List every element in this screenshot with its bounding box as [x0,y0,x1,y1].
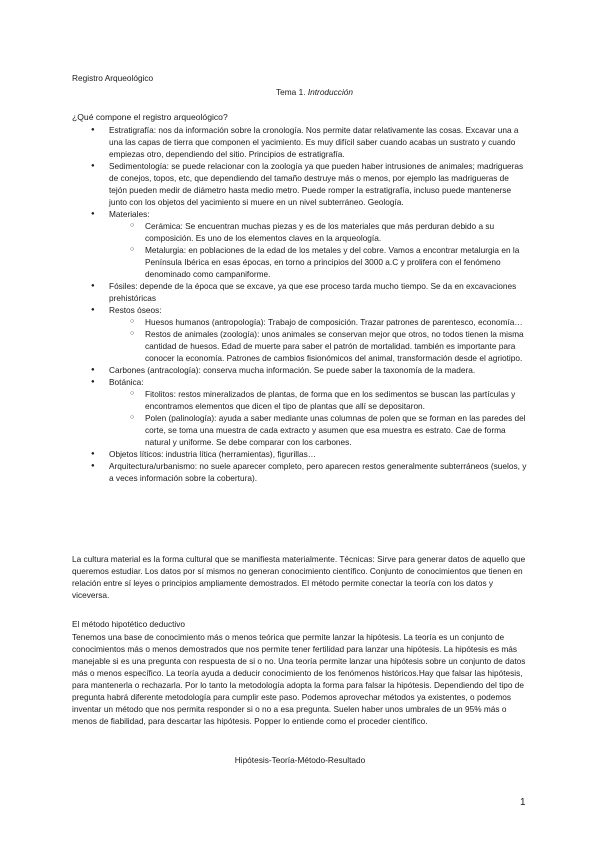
paragraph-metodo: Tenemos una base de conocimiento más o menos teórica que permite lanzar la hipótesis. La teoría es un conjunto de conocimientos más o menos demostrados que nos permite tener fertilidad para lanzar una hipótesis. La hipótesis es más manejable si es una pregunta con respuesta de si o no. Una teoría permite lanzar una hipótesis sobre un conjunto de datos más o menos específico. La teoría ayuda a deducir conocimiento de los fenómenos históricos.Hay que falsar las hipótesis, para mantenerla o rechazarla. Por lo tanto la metodología adopta la forma para falsar la hipótesis. Dependiendo del tipo de pregunta habrá diferente metodología para cumplir este paso. Podemos aprovechar métodos ya existentes, o podemos inventar un método que nos permita responder si o no a esa pregunta. Suelen haber unos umbrales de un 95% más o menos de fiabilidad, para descartar las hipótesis. Popper lo entiende como el proceder científico. [72,632,526,726]
components-list [0,124,529,484]
sublist-item: ○ Restos de animales (zoología): unos animales se conservan mejor que otros, no todos tienen la misma cantidad de huesos. Edad de muerte para saber el patrón de mortalidad. también es importante para conocer la economía. Patrones de cambios fisionómicos del animal, transformación desde el agriotipo. [109,328,529,364]
sublist-item: ○ Cerámica: Se encuentran muchas piezas y es de los materiales que más perduran debido a su composición. Es uno de los elementos claves en la arqueología. [109,220,529,244]
list-item-text: Materiales: [109,209,150,219]
page-number: 1 [520,797,526,808]
list-item [0,364,529,376]
tema-italic: Introducción [307,87,354,97]
list-item-text: Estratigrafía: nos da información sobre la cronología. Nos permite datar relativamente las cosas. Excavar una a una las capas de tierra que componen el yacimiento. Es muy difícil saber cuando acabas un sustrato y cuando empiezas otro, dependiendo del sitio. Principios de estratigrafía. [109,125,519,159]
list-item-text: Carbones (antracología): conserva mucha información. Se puede saber la taxonomía de la madera. [109,365,476,375]
list-item-text: Botánica: [109,377,144,387]
sublist-item: ○ Metalurgia: en poblaciones de la edad de los metales y del cobre. Vamos a encontrar metalurgia en la Península Ibérica en esas épocas, en torno a principios del 3000 a.C y prolifera con el fenómeno denominado como campaniforme. [109,244,529,280]
section-title-metodo: El método hipotético deductivo [72,619,186,629]
list-item-text: Arquitectura/urbanismo: no suele aparecer completo, pero aparecen restos generalmente subterráneos (suelos, y a veces información sobre la cobertura). [109,461,527,483]
list-item-text: Restos óseos: [109,305,162,315]
sublist [109,388,529,448]
list-item [0,460,529,484]
list-item-text: Sedimentología: se puede relacionar con la zoología ya que pueden haber intrusiones de animales; madrigueras de conejos, topos, etc, que dependiendo del tamaño destruye más o menos, por ejemplo las madrigueras de tejón pueden medir de diámetro hasta medio metro. Puede romper la estratigrafía, incluso puede mantenerse junto con los objetos del yacimiento si muere en un nivel subterráneo. Geología. [109,161,524,207]
list-item [0,304,529,364]
question-heading: ¿Qué compone el registro arqueológico? [72,112,228,122]
list-item [0,208,529,280]
list-item [0,160,529,208]
sublist [109,220,529,280]
list-item-text: Objetos líticos: industria lítica (herramientas), figurillas… [109,449,317,459]
sublist-item: ○ Polen (palinología): ayuda a saber mediante unas columnas de polen que se forman en las paredes del corte, se toma una muestra de cada extracto y asumen que esa muestra es estrato. Cae de forma natural y uniforme. Se debe comparar con los carbones. [109,412,529,448]
sublist-item: ○ Huesos humanos (antropología): Trabajo de composición. Trazar patrones de parentesco, economía… [109,316,529,328]
sublist-item: ○ Fitolitos: restos mineralizados de plantas, de forma que en los sedimentos se buscan las partículas y encontramos elementos que dicen el tipo de plantas que allí se depositaron. [109,388,529,412]
document-title: Registro Arqueológico [72,73,154,83]
list-item [0,124,529,160]
paragraph-cultura-material: La cultura material es la forma cultural que se manifiesta materialmente. Técnicas: Sirve para generar datos de aquello que queremos estudiar. Los datos por sí mismos no generan conocimiento científico. Conjunto de conocimientos que tienen en relación entre sí leyes o principios ampliamente demostrados. El método permite conectar la teoría con los datos y viceversa. [72,554,526,600]
method-formula: Hipótesis-Teoría-Método-Resultado [234,755,366,765]
list-item-text: Fósiles: depende de la época que se excave, ya que ese proceso tarda mucho tiempo. Se da en excavaciones prehistóricas [109,281,517,303]
list-item [0,376,529,448]
list-item [0,448,529,460]
list-item [0,280,529,304]
sublist [109,316,529,364]
tema-label: Tema 1. [276,87,308,97]
tema-heading [276,87,353,98]
